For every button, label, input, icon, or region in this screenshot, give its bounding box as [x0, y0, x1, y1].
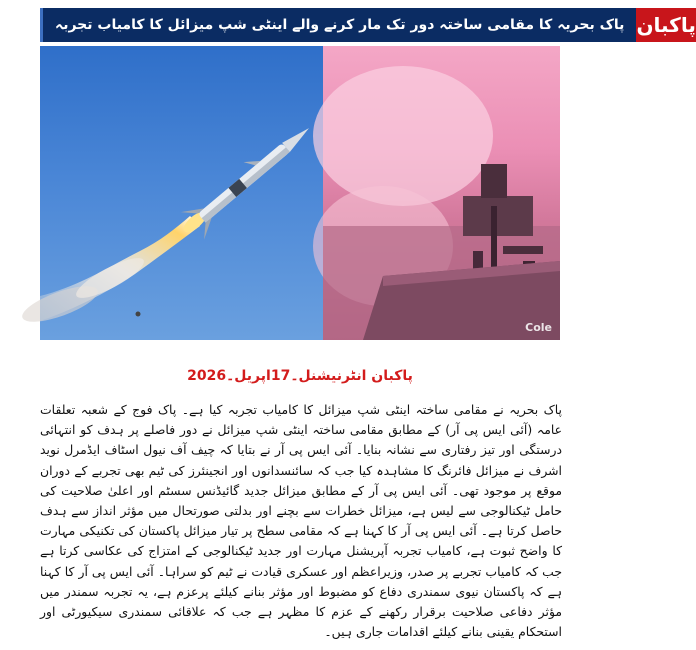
- missile-launch-icon: [40, 46, 323, 340]
- news-photo: [40, 46, 560, 340]
- ship-explosion-icon: [323, 46, 560, 340]
- news-header: [40, 8, 696, 42]
- photo-watermark: Cole: [525, 321, 552, 334]
- article-body: پاک بحریہ نے مقامی ساختہ اینٹی شپ میزائل کا کامیاب تجربہ کیا ہے۔ پاک فوج کے شعبہ تعلقات عامہ (آئی ایس پی آر) کے مطابق مقامی ساختہ اینٹی شپ میزائل نے دور فاصلے پر ہدف کو انتہائی درستگی اور تیز رفتاری سے نشانہ بنایا۔ آئی ایس پی آر نے بتایا کہ چیف آف نیول اسٹاف ایڈمرل نوید اشرف نے میزائل فائرنگ کا مشاہدہ کیا جب کہ سائنسدانوں اور انجینئرز کی ٹیم بھی تجربے کے دوران موقع پر موجود تھی۔ آئی ایس پی آر کے مطابق میزائل جدید گائیڈنس سسٹم اور اعلیٰ صلاحیت کی حامل ٹیکنالوجی سے لیس ہے، میزائل خطرات سے بچنے اور بدلتی صورتحال میں مؤثر انداز سے ہدف حاصل کرتا ہے۔ آئی ایس پی آر کا کہنا ہے کہ مقامی سطح پر تیار میزائل پاکستان کی تکنیکی مہارت کا واضح ثبوت ہے، کامیاب تجربہ آپریشنل مہارت اور جدید ٹیکنالوجی کے امتزاج کی عکاسی کرتا ہے جب کہ کامیاب تجربے پر صدر، وزیراعظم اور عسکری قیادت نے ٹیم کو سراہا۔ آئی ایس پی آر کا کہنا ہے کہ پاکستان نیوی سمندری دفاع کو مضبوط اور مؤثر بنانے کیلئے پرعزم ہے، یہ تجربہ سمندر میں مؤثر دفاعی صلاحیت برقرار رکھنے کے عزم کا مظہر ہے جب کہ علاقائی سمندری سیکیورٹی اور استحکام یقینی بنانے کیلئے اقدامات جاری ہیں۔: [40, 402, 562, 640]
- missile-launch-image: [40, 46, 323, 340]
- headline: پاک بحریہ کا مقامی ساختہ دور تک مار کرنے والے اینٹی شپ میزائل کا کامیاب تجربہ: [40, 8, 636, 42]
- brand-logo: پاکبان: [636, 8, 695, 42]
- dateline: پاکبان انٹرنیشنل۔17اپریل۔2026: [187, 368, 413, 384]
- ship-target-image: [323, 46, 560, 340]
